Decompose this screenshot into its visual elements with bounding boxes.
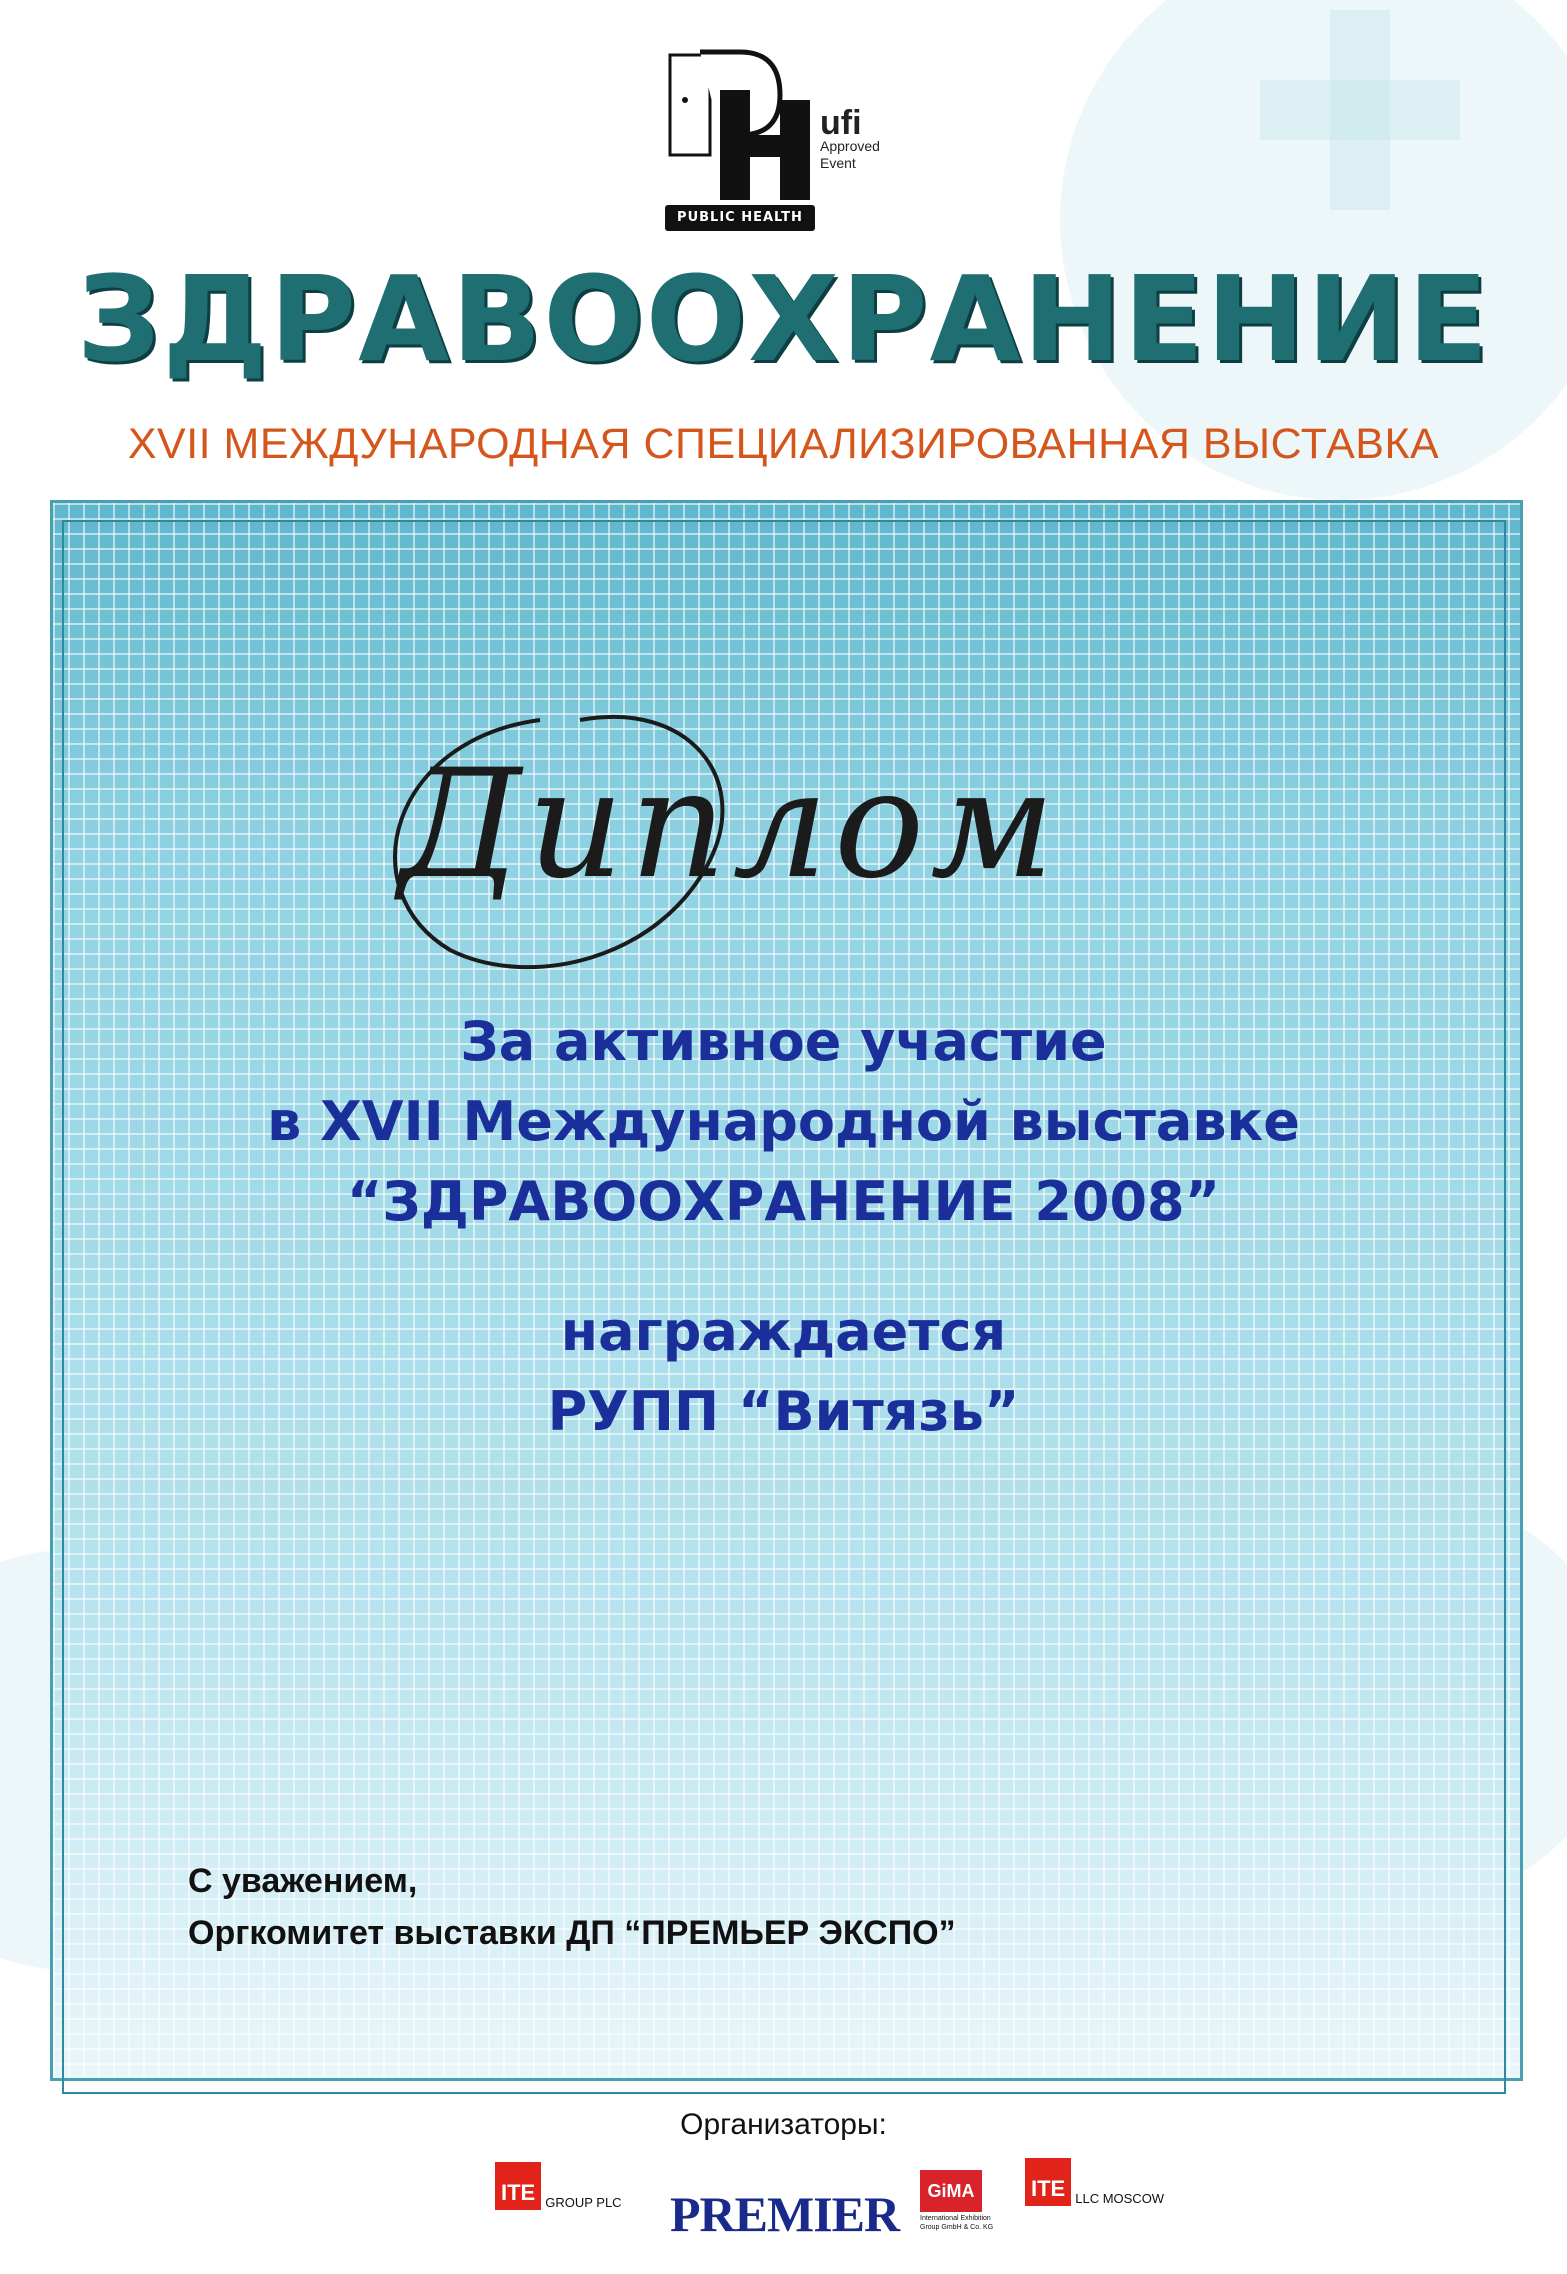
regards-line-1: С уважением,: [188, 1862, 418, 1900]
event-label: Event: [820, 155, 856, 171]
exhibition-subtitle: XVII МЕЖДУНАРОДНАЯ СПЕЦИАЛИЗИРОВАННАЯ ВЫСТАВКА: [127, 420, 1440, 468]
ph-logo-icon: [660, 40, 830, 210]
award-line-2: в XVII Международной выставке: [267, 1090, 1300, 1153]
award-line-3: “ЗДРАВООХРАНЕНИЕ 2008”: [346, 1170, 1221, 1233]
ufi-label: ufi: [820, 104, 862, 142]
gima-subtitle: International Exhibition Group GmbH & Co. KG: [920, 2215, 994, 2231]
ite-moscow-suffix: LLC MOSCOW: [1075, 2191, 1165, 2206]
award-line-4: награждается: [560, 1300, 1007, 1363]
bg-cross-horizontal: [1260, 80, 1460, 140]
gima-mark: GiMA: [920, 2170, 982, 2212]
regards-block: [188, 1855, 956, 1959]
public-health-banner: PUBLIC HEALTH: [665, 205, 815, 231]
diploma-heading: Диплом: [399, 738, 1061, 912]
ufi-approved-event: [820, 104, 880, 172]
ite-group-logo: [495, 2162, 622, 2252]
approved-label: Approved: [820, 138, 880, 154]
award-recipient: РУПП “Витязь”: [547, 1380, 1020, 1443]
regards-line-2: Оргкомитет выставки ДП “ПРЕМЬЕР ЭКСПО”: [188, 1914, 956, 1952]
organizers-label: Организаторы:: [680, 2108, 887, 2141]
ite-group-suffix: GROUP PLC: [545, 2195, 622, 2210]
gima-logo: [920, 2170, 1000, 2232]
ite-group-mark: ITE: [495, 2162, 541, 2210]
premier-expo-logo: PREMIER: [670, 2186, 900, 2242]
ite-moscow-logo: [1025, 2158, 1164, 2248]
diploma-heading-wrap: [330, 660, 1130, 990]
ite-moscow-mark: ITE: [1025, 2158, 1071, 2206]
award-line-1: За активное участие: [460, 1010, 1107, 1073]
exhibition-title: ЗДРАВООХРАНЕНИЕ: [76, 250, 1491, 388]
